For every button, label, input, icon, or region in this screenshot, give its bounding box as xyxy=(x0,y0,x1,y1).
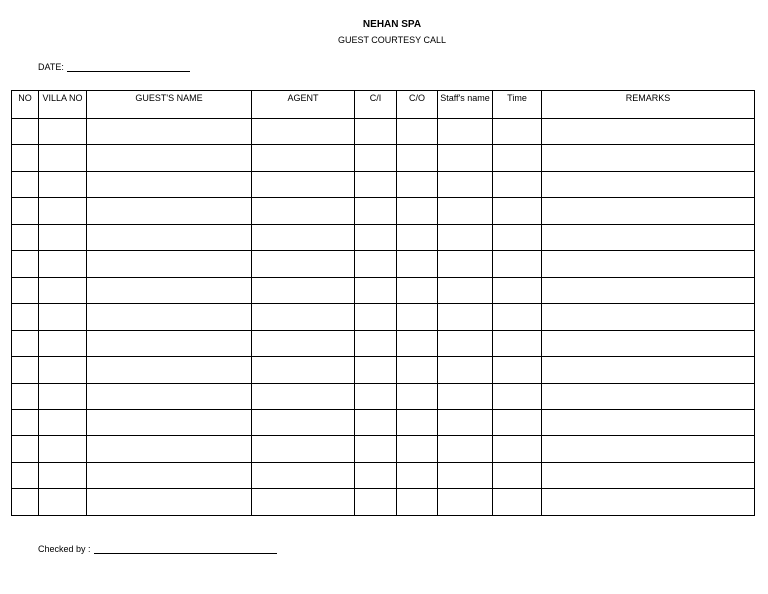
table-cell xyxy=(252,198,355,224)
table-cell xyxy=(252,277,355,303)
table-cell xyxy=(542,409,755,435)
table-cell xyxy=(87,198,252,224)
table-cell xyxy=(252,224,355,250)
table-cell xyxy=(252,145,355,171)
table-cell xyxy=(542,251,755,277)
column-header: Staff's name xyxy=(438,91,493,119)
table-cell xyxy=(87,224,252,250)
date-label: DATE: xyxy=(38,62,64,72)
table-cell xyxy=(12,277,39,303)
table-cell xyxy=(12,409,39,435)
table-cell xyxy=(355,383,397,409)
table-cell xyxy=(397,119,438,145)
table-cell xyxy=(542,383,755,409)
table-cell xyxy=(39,119,87,145)
table-cell xyxy=(355,436,397,462)
table-cell xyxy=(12,436,39,462)
date-field xyxy=(38,62,190,72)
table-cell xyxy=(438,119,493,145)
column-header: AGENT xyxy=(252,91,355,119)
table-cell xyxy=(493,330,542,356)
table-cell xyxy=(12,171,39,197)
table-cell xyxy=(39,145,87,171)
table-cell xyxy=(355,330,397,356)
table-cell xyxy=(397,145,438,171)
table-cell xyxy=(39,330,87,356)
table-cell xyxy=(493,277,542,303)
table-cell xyxy=(542,277,755,303)
table-cell xyxy=(493,436,542,462)
table-cell xyxy=(87,304,252,330)
table-cell xyxy=(87,436,252,462)
table-cell xyxy=(397,277,438,303)
table-cell xyxy=(39,251,87,277)
table-row xyxy=(12,119,755,145)
checked-by-field xyxy=(38,544,277,554)
table-cell xyxy=(438,436,493,462)
table-cell xyxy=(493,224,542,250)
checked-by-label: Checked by : xyxy=(38,544,91,554)
table-cell xyxy=(542,489,755,516)
table-cell xyxy=(39,383,87,409)
table-cell xyxy=(252,119,355,145)
table-row xyxy=(12,409,755,435)
table-cell xyxy=(493,251,542,277)
table-cell xyxy=(87,383,252,409)
table-cell xyxy=(355,251,397,277)
table-row xyxy=(12,383,755,409)
checked-by-blank-line xyxy=(94,544,277,554)
table-cell xyxy=(12,145,39,171)
table-cell xyxy=(252,330,355,356)
table-cell xyxy=(39,304,87,330)
table-cell xyxy=(252,251,355,277)
table-row xyxy=(12,330,755,356)
table-cell xyxy=(493,409,542,435)
table-cell xyxy=(355,224,397,250)
table-cell xyxy=(397,489,438,516)
table-cell xyxy=(397,436,438,462)
table-cell xyxy=(438,357,493,383)
table-cell xyxy=(355,462,397,488)
table-cell xyxy=(252,489,355,516)
table-cell xyxy=(542,436,755,462)
table-cell xyxy=(493,462,542,488)
column-header: NO xyxy=(12,91,39,119)
table-cell xyxy=(493,119,542,145)
table-cell xyxy=(12,357,39,383)
date-blank-line xyxy=(67,62,190,72)
table-cell xyxy=(542,304,755,330)
table-cell xyxy=(87,251,252,277)
table-cell xyxy=(355,277,397,303)
table-cell xyxy=(12,251,39,277)
table-cell xyxy=(252,383,355,409)
table-cell xyxy=(438,409,493,435)
table-cell xyxy=(493,383,542,409)
table-cell xyxy=(438,330,493,356)
column-header: C/O xyxy=(397,91,438,119)
table-row xyxy=(12,224,755,250)
table-cell xyxy=(39,409,87,435)
table-cell xyxy=(252,304,355,330)
table-cell xyxy=(252,436,355,462)
table-cell xyxy=(542,171,755,197)
table-cell xyxy=(355,171,397,197)
table-cell xyxy=(397,304,438,330)
table-cell xyxy=(12,198,39,224)
table-row xyxy=(12,251,755,277)
table-cell xyxy=(355,304,397,330)
table-cell xyxy=(252,462,355,488)
table-cell xyxy=(12,119,39,145)
column-header: GUEST'S NAME xyxy=(87,91,252,119)
table-cell xyxy=(252,409,355,435)
table-cell xyxy=(39,277,87,303)
column-header: VILLA NO xyxy=(39,91,87,119)
table-cell xyxy=(87,357,252,383)
table-cell xyxy=(12,383,39,409)
document-subtitle: GUEST COURTESY CALL xyxy=(337,35,447,45)
table-cell xyxy=(438,145,493,171)
table-header-row xyxy=(12,91,755,119)
table-cell xyxy=(493,357,542,383)
table-cell xyxy=(397,330,438,356)
table-cell xyxy=(397,251,438,277)
table-row xyxy=(12,436,755,462)
table-row xyxy=(12,304,755,330)
table-cell xyxy=(87,277,252,303)
table-cell xyxy=(87,489,252,516)
table-cell xyxy=(252,357,355,383)
table-cell xyxy=(493,171,542,197)
table-cell xyxy=(39,489,87,516)
table-cell xyxy=(493,145,542,171)
table-cell xyxy=(39,224,87,250)
table-cell xyxy=(252,171,355,197)
table-cell xyxy=(397,383,438,409)
table-cell xyxy=(438,383,493,409)
table-body xyxy=(12,119,755,516)
table-cell xyxy=(39,171,87,197)
courtesy-call-table xyxy=(11,90,755,516)
table-row xyxy=(12,462,755,488)
table-cell xyxy=(542,145,755,171)
table-cell xyxy=(355,198,397,224)
table-cell xyxy=(493,304,542,330)
table-row xyxy=(12,277,755,303)
table-cell xyxy=(438,489,493,516)
table-cell xyxy=(438,198,493,224)
table-cell xyxy=(438,277,493,303)
table-cell xyxy=(542,330,755,356)
table-cell xyxy=(493,489,542,516)
table-cell xyxy=(12,224,39,250)
table-cell xyxy=(493,198,542,224)
table-row xyxy=(12,357,755,383)
column-header: REMARKS xyxy=(542,91,755,119)
table-cell xyxy=(542,224,755,250)
table-cell xyxy=(542,119,755,145)
table-row xyxy=(12,489,755,516)
table-cell xyxy=(87,409,252,435)
table-cell xyxy=(542,198,755,224)
table-cell xyxy=(39,357,87,383)
table-row xyxy=(12,198,755,224)
table-cell xyxy=(438,304,493,330)
table-cell xyxy=(12,489,39,516)
table-cell xyxy=(87,462,252,488)
table-cell xyxy=(12,330,39,356)
table-cell xyxy=(397,462,438,488)
table-cell xyxy=(355,489,397,516)
table-cell xyxy=(87,330,252,356)
table-cell xyxy=(87,145,252,171)
table-cell xyxy=(12,462,39,488)
table-cell xyxy=(397,409,438,435)
table-cell xyxy=(397,224,438,250)
column-header: Time xyxy=(493,91,542,119)
table-cell xyxy=(397,198,438,224)
table-cell xyxy=(355,357,397,383)
document-title: NEHAN SPA xyxy=(362,19,422,30)
table-cell xyxy=(87,119,252,145)
column-header: C/I xyxy=(355,91,397,119)
table-cell xyxy=(438,251,493,277)
table-cell xyxy=(39,462,87,488)
table-cell xyxy=(87,171,252,197)
table-row xyxy=(12,171,755,197)
table-cell xyxy=(39,198,87,224)
table-cell xyxy=(355,409,397,435)
table-cell xyxy=(438,224,493,250)
table-cell xyxy=(397,357,438,383)
table-cell xyxy=(12,304,39,330)
table-cell xyxy=(542,462,755,488)
table-cell xyxy=(397,171,438,197)
table-cell xyxy=(355,145,397,171)
table-row xyxy=(12,145,755,171)
table-cell xyxy=(39,436,87,462)
table-cell xyxy=(438,171,493,197)
table-cell xyxy=(438,462,493,488)
table-cell xyxy=(542,357,755,383)
table-cell xyxy=(355,119,397,145)
